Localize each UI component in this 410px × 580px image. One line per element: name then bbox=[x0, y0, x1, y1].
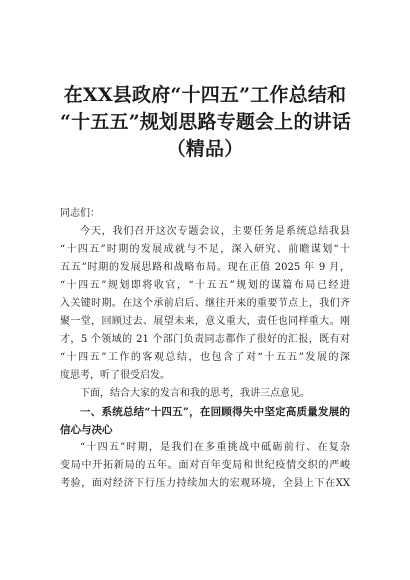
paragraph-line: “十四五”工作的客观总结，也包含了对“十五五”发展的深 bbox=[60, 352, 350, 363]
salutation: 同志们： bbox=[60, 208, 100, 219]
section-heading-1 bbox=[60, 403, 350, 439]
paragraph-line: 变局中开拓新局的五年。面对百年变局和世纪疫情交织的严峻 bbox=[60, 460, 350, 471]
heading-line: 一、系统总结“十四五”，在回顾得失中坚定高质量发展的 bbox=[80, 406, 350, 418]
document-title bbox=[60, 0, 350, 163]
title-line-1: 在XX县政府“十四五”工作总结和 bbox=[63, 84, 347, 106]
paragraph-line: 入关键时期。在这个承前启后、继往开来的重要节点上，我们齐 bbox=[60, 298, 350, 309]
heading-line: 信心与决心 bbox=[60, 424, 113, 436]
title-line-2: “十五五”规划思路专题会上的讲话 bbox=[60, 111, 352, 133]
paragraph-line: “十四五”时期，是我们在多重挑战中砥砺前行、在复杂 bbox=[80, 442, 350, 453]
paragraph-line: “十四五”时期的发展成就与不足，深入研究、前瞻谋划“十 bbox=[60, 244, 350, 255]
paragraph-line: 聚一堂，回顾过去、展望未来，意义重大，责任也同样重大。刚 bbox=[60, 316, 350, 327]
paragraph-line: 才，5 个领域的 21 个部门负责同志都作了很好的汇报，既有对 bbox=[60, 334, 350, 345]
paragraph-line: 下面，结合大家的发言和我的思考，我讲三点意见。 bbox=[80, 388, 310, 399]
paragraph-section-1 bbox=[60, 439, 350, 493]
title-line-3: （精品） bbox=[166, 138, 244, 160]
paragraph-line: 度思考，听了很受启发。 bbox=[60, 370, 170, 381]
paragraph-line: “十四五”规划即将收官，“十五五”规划的谋篇布局已经进 bbox=[60, 280, 350, 291]
paragraph-line: 考验，面对经济下行压力持续加大的宏观环境，全县上下在XX bbox=[60, 478, 350, 489]
paragraph-line: 今天，我们召开这次专题会议，主要任务是系统总结我县 bbox=[80, 226, 350, 237]
paragraph-transition bbox=[60, 385, 350, 403]
paragraph-opening bbox=[60, 223, 350, 385]
paragraph-line: 五五”时期的发展思路和战略布局。现在正值 2025 年 9 月， bbox=[60, 262, 350, 273]
